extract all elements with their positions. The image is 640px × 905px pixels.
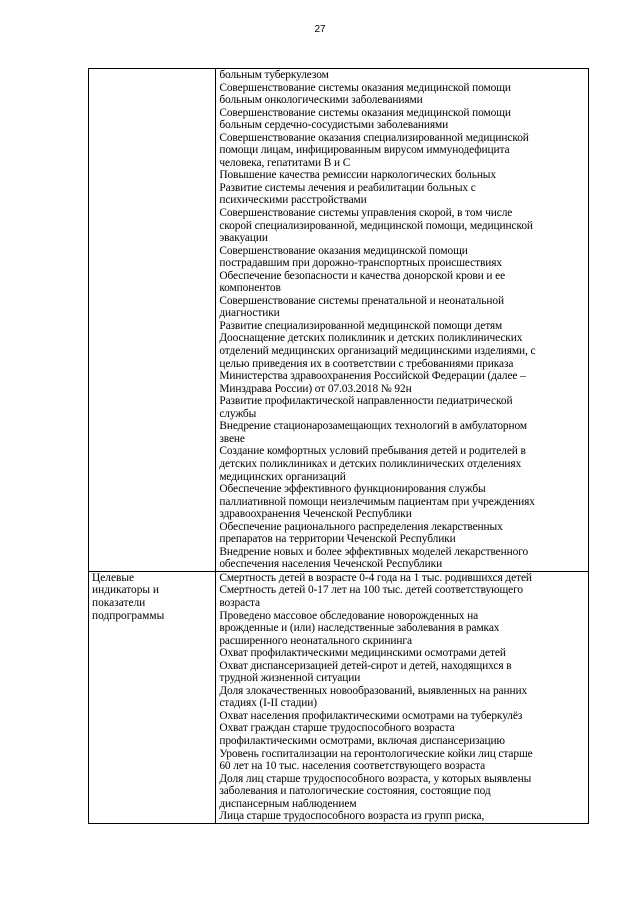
content-line: Создание комфортных условий пребывания детей и родителей в	[219, 445, 526, 458]
content-line: Министерства здравоохранения Российской Федерации (далее –	[219, 370, 526, 383]
content-line: врожденные и (или) наследственные заболевания в рамках	[219, 622, 500, 635]
content-line: Совершенствование системы управления скорой, в том числе	[219, 207, 513, 220]
content-line: Внедрение стационарозамещающих технологий в амбулаторном	[219, 420, 527, 433]
content-line: здравоохранения Чеченской Республики	[219, 508, 412, 521]
content-line: заболевания и патологические состояния, состоящие под	[219, 785, 491, 798]
content-line: детских поликлиниках и детских поликлинических отделениях	[219, 457, 522, 470]
content-line: Охват граждан старше трудоспособного возраста	[219, 722, 455, 735]
content-line: пострадавшим при дорожно-транспортных происшествиях	[219, 257, 502, 270]
page-number: 27	[314, 24, 326, 35]
content-line: Развитие системы лечения и реабилитации больных с	[219, 181, 476, 194]
content-line: Охват населения профилактическими осмотрами на туберкулёз	[219, 709, 523, 722]
content-line: Доля лиц старше трудоспособного возраста, у которых выявлены	[219, 772, 532, 785]
content-line: скорой специализированной, медицинской помощи, медицинской	[219, 219, 533, 232]
content-line: Обеспечение рационального распределения лекарственных	[219, 520, 503, 533]
content-line: больным онкологическими заболеваниями	[219, 94, 423, 107]
content-line: Смертность детей в возрасте 0-4 года на 1 тыс. родившихся детей	[219, 571, 532, 584]
content-line: Лица старше трудоспособного возраста из групп риска,	[219, 810, 485, 823]
content-line: трудной жизненной ситуации	[219, 672, 361, 685]
content-line: эвакуации	[219, 232, 268, 245]
row-content-cell	[216, 69, 589, 572]
content-line: звене	[219, 432, 245, 445]
content-line: паллиативной помощи неизлечимым пациентам при учреждениях	[219, 495, 535, 508]
content-line: психическими расстройствами	[219, 194, 367, 207]
content-line: помощи лицам, инфицированным вирусом иммунодефицита	[219, 144, 510, 157]
content-line: больным сердечно-сосудистыми заболеваниями	[219, 119, 449, 132]
content-line: препаратов на территории Чеченской Республики	[219, 533, 456, 546]
content-line: диагностики	[219, 307, 280, 320]
content-line: расширенного неонатального скрининга	[219, 634, 412, 647]
content-line: Проведено массовое обследование новорожденных на	[219, 609, 479, 622]
row-label-line: подпрограммы	[92, 609, 165, 622]
content-line: Внедрение новых и более эффективных моделей лекарственного	[219, 545, 529, 558]
table-row	[89, 571, 589, 823]
content-line: диспансерным наблюдением	[219, 797, 357, 810]
content-line: Дооснащение детских поликлиник и детских поликлинических	[219, 332, 523, 345]
content-line: Повышение качества ремиссии наркологических больных	[219, 169, 496, 182]
content-line: Обеспечение эффективного функционирования службы	[219, 483, 486, 496]
content-line: возраста	[219, 596, 261, 609]
content-line: Совершенствование системы оказания медицинской помощи	[219, 81, 511, 94]
content-line: целью приведения их в соответствии с требованиями приказа	[219, 357, 514, 370]
content-line: человека, гепатитами В и С	[219, 156, 351, 169]
content-line: Развитие профилактической направленности педиатрической	[219, 395, 513, 408]
program-table-body	[89, 69, 589, 824]
content-line: Охват диспансеризацией детей-сирот и детей, находящихся в	[219, 659, 512, 672]
content-line: 60 лет на 10 тыс. населения соответствующего возраста	[219, 760, 486, 773]
content-line: Охват профилактическими медицинскими осмотрами детей	[219, 647, 506, 660]
content-line: Уровень госпитализации на геронтологические койки лиц старше	[219, 747, 533, 760]
program-table	[88, 68, 589, 824]
content-line: Совершенствование оказания медицинской помощи	[219, 244, 468, 257]
row-content-cell	[216, 571, 589, 823]
content-line: отделений медицинских организаций медицинскими изделиями, с	[219, 345, 536, 358]
content-line: Минздрава России) от 07.03.2018 № 92н	[219, 382, 412, 395]
content-line: стадиях (I-II стадии)	[219, 697, 317, 710]
row-label-line: Целевые	[92, 571, 135, 584]
content-line: профилактическими осмотрами, включая диспансеризацию	[219, 734, 505, 747]
content-line: медицинских организаций	[219, 470, 346, 483]
content-line: обеспечения населения Чеченской Республики	[219, 558, 443, 571]
content-line: больным туберкулезом	[219, 69, 329, 81]
row-label-line: показатели	[92, 596, 146, 609]
content-line: службы	[219, 407, 257, 420]
table-row	[89, 69, 589, 572]
content-line: Развитие специализированной медицинской помощи детям	[219, 319, 503, 332]
content-line: Смертность детей 0-17 лет на 100 тыс. детей соответствующего	[219, 584, 524, 597]
content-line: компонентов	[219, 282, 281, 295]
content-line: Совершенствование системы оказания медицинской помощи	[219, 106, 511, 119]
content-line: Совершенствование системы пренатальной и неонатальной	[219, 294, 504, 307]
row-label-cell	[89, 69, 216, 572]
content-line: Совершенствование оказания специализированной медицинской	[219, 131, 529, 144]
row-label-line: индикаторы и	[92, 584, 160, 597]
row-label-cell	[89, 571, 216, 823]
content-line: Обеспечение безопасности и качества донорской крови и ее	[219, 269, 506, 282]
content-line: Доля злокачественных новообразований, выявленных на ранних	[219, 684, 528, 697]
